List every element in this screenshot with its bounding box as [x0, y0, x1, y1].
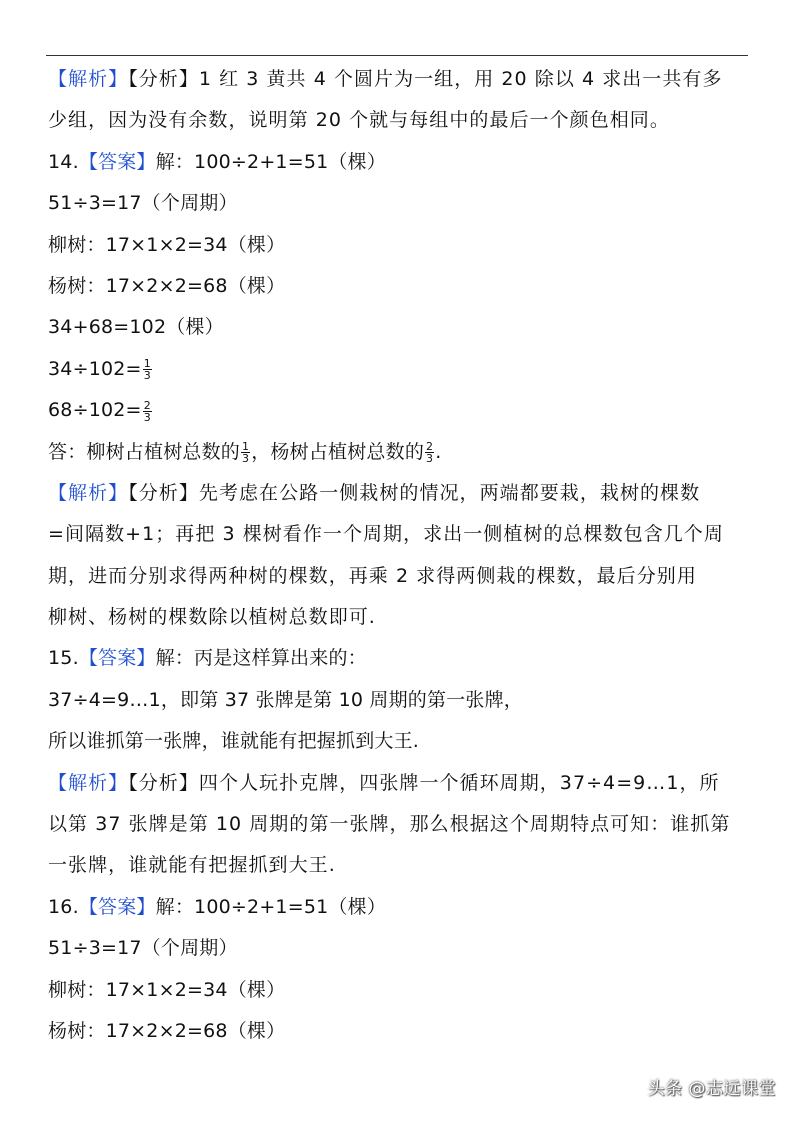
q14-final-answer: 答：柳树占植树总数的 $\frac{1}{3}$ ，杨树占植树总数的 $\frac{2}{3}$ .	[48, 440, 442, 466]
q14-analysis-line-4: 柳树、杨树的棵数除以植树总数即可.	[48, 606, 376, 629]
q16-answer-line-1: 16.【答案】解：100÷2+1=51（棵）	[48, 895, 387, 918]
q13-analysis-line-1: 【解析】【分析】1 红 3 黄共 4 个圆片为一组，用 20 除以 4 求出一共有多	[48, 68, 723, 90]
q16-line-2: 51÷3=17（个周期）	[48, 937, 238, 960]
q15-answer-line-1: 15.【答案】解：丙是这样算出来的：	[48, 647, 367, 670]
daan-tag: 【答案】	[78, 647, 156, 670]
watermark: 头条 @志远课堂	[647, 1079, 776, 1099]
fraction: $\frac{1}{3}$	[143, 357, 151, 383]
q14-line-2: 51÷3=17（个周期）	[48, 192, 238, 215]
question-number: 16.	[48, 895, 79, 918]
fraction: $\frac{1}{3}$	[242, 440, 250, 466]
q15-line-3: 所以谁抓第一张牌，谁就能有把握抓到大王.	[48, 730, 420, 753]
q14-analysis-line-3: 期，进而分别求得两种树的棵数，再乘 2 求得两侧栽的棵数，最后分别用	[48, 564, 697, 587]
q15-analysis-line-2: 以第 37 张牌是第 10 周期的第一张牌，那么根据这个周期特点可知：谁抓第	[48, 813, 731, 836]
q14-line-7: 68÷102= $\frac{2}{3}$	[48, 398, 151, 424]
q13-analysis-line-2: 少组，因为没有余数，说明第 20 个就与每组中的最后一个颜色相同。	[48, 109, 670, 132]
q14-line-5: 34+68=102（棵）	[48, 316, 224, 339]
q14-analysis-line-1: 【解析】【分析】先考虑在公路一侧栽树的情况，两端都要栽，栽树的棵数	[48, 481, 701, 504]
q14-line-6: 34÷102= $\frac{1}{3}$	[48, 357, 151, 383]
q15-analysis-line-1: 【解析】【分析】四个人玩扑克牌，四张牌一个循环周期，37÷4=9…1，所	[48, 771, 720, 794]
question-number: 14.	[48, 150, 79, 173]
header-rule	[46, 55, 748, 56]
daan-tag: 【答案】	[78, 150, 156, 173]
q15-analysis-line-3: 一张牌，谁就能有把握抓到大王.	[48, 854, 336, 877]
jiexi-tag: 【解析】	[48, 68, 129, 90]
q14-line-3: 柳树：17×1×2=34（棵）	[48, 233, 286, 256]
fraction: $\frac{2}{3}$	[426, 440, 434, 466]
q16-line-3: 柳树：17×1×2=34（棵）	[48, 978, 286, 1001]
jiexi-tag: 【解析】	[48, 771, 129, 794]
q15-line-2: 37÷4=9…1，即第 37 张牌是第 10 周期的第一张牌，	[48, 688, 523, 711]
solution-content	[48, 59, 750, 1052]
q14-analysis-line-2: =间隔数+1；再把 3 棵树看作一个周期，求出一侧植树的总棵数包含几个周	[48, 523, 724, 546]
daan-tag: 【答案】	[78, 895, 156, 918]
q14-line-4: 杨树：17×2×2=68（棵）	[48, 274, 286, 297]
q16-line-4: 杨树：17×2×2=68（棵）	[48, 1019, 286, 1042]
q14-answer-line-1: 14.【答案】解：100÷2+1=51（棵）	[48, 150, 387, 173]
fraction: $\frac{2}{3}$	[143, 398, 151, 424]
question-number: 15.	[48, 647, 79, 670]
jiexi-tag: 【解析】	[48, 481, 129, 504]
